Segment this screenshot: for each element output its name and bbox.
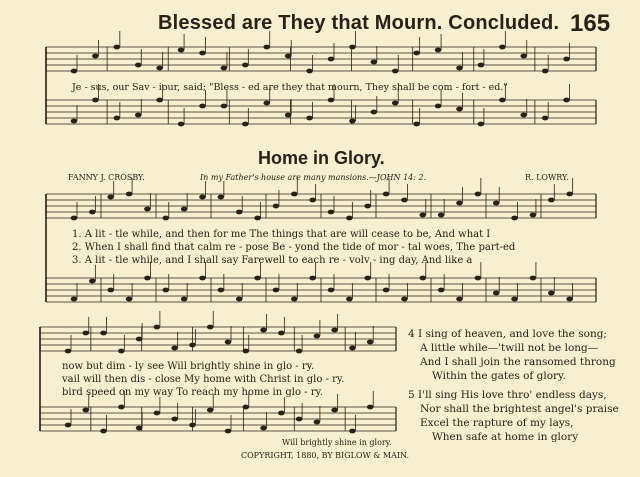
note — [475, 192, 482, 197]
note — [100, 429, 107, 434]
first-hymn-lyric: Je - sus, our Sav - iour, said; "Bless - ed are they that mourn, They shall be com - fort - ed." — [72, 82, 508, 93]
note — [364, 204, 371, 209]
note — [401, 198, 408, 203]
note — [349, 346, 356, 351]
note — [309, 276, 316, 281]
note — [296, 417, 303, 422]
note — [328, 288, 335, 293]
note — [236, 297, 243, 302]
note — [154, 325, 161, 330]
note — [296, 349, 303, 354]
note — [371, 110, 378, 115]
note — [438, 288, 445, 293]
note — [242, 122, 249, 127]
note — [199, 51, 206, 56]
refrain-text: Will brightly shine in glory. — [282, 438, 392, 447]
note — [154, 411, 161, 416]
note — [71, 297, 78, 302]
note — [314, 334, 321, 339]
note — [156, 98, 163, 103]
note — [456, 66, 463, 71]
note — [314, 420, 321, 425]
stanza-5 — [408, 388, 619, 444]
note — [263, 101, 270, 106]
note — [156, 66, 163, 71]
note — [82, 331, 89, 336]
note — [413, 51, 420, 56]
note — [171, 417, 178, 422]
note — [306, 69, 313, 74]
note — [71, 119, 78, 124]
note — [383, 192, 390, 197]
note — [438, 213, 445, 218]
note — [435, 48, 442, 53]
note — [89, 279, 96, 284]
note — [542, 69, 549, 74]
note — [92, 98, 99, 103]
note — [65, 349, 72, 354]
note — [162, 288, 169, 293]
note — [371, 60, 378, 65]
note — [278, 331, 285, 336]
page-title: Blessed are They that Mourn. Concluded. — [158, 12, 560, 34]
note — [511, 216, 518, 221]
stanza-5-line-3: Excel the rapture of my lays, — [420, 417, 574, 429]
note — [349, 45, 356, 50]
note — [71, 69, 78, 74]
note — [499, 98, 506, 103]
note — [118, 349, 125, 354]
note — [82, 408, 89, 413]
note — [260, 328, 267, 333]
note — [263, 45, 270, 50]
note — [364, 276, 371, 281]
note — [218, 195, 225, 200]
note — [107, 288, 114, 293]
note — [493, 201, 500, 206]
note — [273, 288, 280, 293]
note — [254, 276, 261, 281]
note — [65, 423, 72, 428]
stanza-4-line-4: Within the gates of glory. — [432, 370, 566, 382]
note — [563, 98, 570, 103]
stanza-4-number: 4 — [408, 328, 415, 340]
note — [328, 98, 335, 103]
note — [478, 122, 485, 127]
note — [171, 346, 178, 351]
note — [225, 429, 232, 434]
note — [254, 216, 261, 221]
note — [566, 297, 573, 302]
note — [419, 213, 426, 218]
note — [542, 116, 549, 121]
note — [331, 328, 338, 333]
note — [328, 210, 335, 215]
stanza-4 — [408, 327, 616, 383]
note — [92, 54, 99, 59]
note — [135, 113, 142, 118]
note — [566, 192, 573, 197]
hymn-composer: R. LOWRY. — [525, 173, 569, 182]
note — [401, 297, 408, 302]
note — [413, 122, 420, 127]
note — [126, 192, 133, 197]
copyright: COPYRIGHT, 1880, BY BIGLOW & MAIN. — [241, 451, 410, 460]
note — [221, 104, 228, 109]
note — [530, 276, 537, 281]
note — [114, 116, 121, 121]
note — [383, 288, 390, 293]
note — [511, 297, 518, 302]
hymn-author: FANNY J. CROSBY. — [68, 173, 145, 182]
note — [181, 297, 188, 302]
note — [456, 107, 463, 112]
note — [349, 429, 356, 434]
stanza-4-line-1: I sing of heaven, and love the song; — [418, 328, 607, 340]
note — [520, 54, 527, 59]
verse-line-2: 2. When I shall find that calm re - pose Be - yond the tide of mor - tal woes, The part-ed — [72, 242, 516, 253]
verse-line-4: now but dim - ly see Will brightly shine in glo - ry. — [62, 361, 315, 372]
note — [392, 69, 399, 74]
hymn-scripture: In my Father's house are many mansions.—JOHN 14: 2. — [200, 173, 427, 182]
note — [493, 291, 500, 296]
stanza-5-line-4: When safe at home in glory — [432, 431, 579, 443]
note — [118, 405, 125, 410]
note — [456, 201, 463, 206]
note — [199, 195, 206, 200]
note — [548, 198, 555, 203]
note — [392, 101, 399, 106]
verse-line-6: bird speed on my way To reach my home in glo - ry. — [62, 387, 323, 398]
stanza-4-line-3: And I shall join the ransomed throng — [420, 356, 616, 368]
note — [178, 122, 185, 127]
note — [71, 216, 78, 221]
note — [530, 213, 537, 218]
note — [291, 297, 298, 302]
note — [435, 104, 442, 109]
note — [199, 104, 206, 109]
note — [199, 276, 206, 281]
stanza-5-number: 5 — [408, 389, 415, 401]
note — [478, 63, 485, 68]
verse-line-3: 3. A lit - tle while, and I shall say Farewell to each re - volv - ing day, And like a — [72, 255, 473, 266]
note — [367, 340, 374, 345]
note — [456, 297, 463, 302]
hymn-title: Home in Glory. — [258, 148, 385, 168]
note — [331, 408, 338, 413]
verse-line-1: 1. A lit - tle while, and then for me The things that are will cease to be, And what I — [72, 229, 491, 240]
note — [278, 411, 285, 416]
note — [563, 57, 570, 62]
note — [218, 288, 225, 293]
note — [107, 195, 114, 200]
note — [181, 207, 188, 212]
note — [260, 426, 267, 431]
note — [328, 57, 335, 62]
note — [225, 340, 232, 345]
note — [520, 113, 527, 118]
stanza-5-line-1: I'll sing His love thro' endless days, — [418, 389, 607, 401]
note — [475, 276, 482, 281]
note — [114, 45, 121, 50]
note — [144, 207, 151, 212]
note — [162, 216, 169, 221]
note — [126, 297, 133, 302]
note — [236, 210, 243, 215]
note — [499, 45, 506, 50]
note — [349, 119, 356, 124]
note — [135, 63, 142, 68]
stanza-5-line-2: Nor shall the brightest angel's praise — [420, 403, 619, 415]
note — [89, 210, 96, 215]
note — [242, 63, 249, 68]
note — [178, 48, 185, 53]
note — [346, 216, 353, 221]
note — [100, 331, 107, 336]
note — [548, 291, 555, 296]
note — [144, 276, 151, 281]
note — [273, 204, 280, 209]
note — [346, 297, 353, 302]
note — [207, 408, 214, 413]
note — [419, 276, 426, 281]
note — [291, 192, 298, 197]
note — [306, 116, 313, 121]
verse-line-5: vail will then dis - close My home with Christ in glo - ry. — [62, 374, 345, 385]
note — [207, 325, 214, 330]
stanza-4-line-2: A little while—'twill not be long— — [420, 342, 599, 354]
note — [309, 198, 316, 203]
note — [221, 66, 228, 71]
page-number: 165 — [570, 10, 611, 37]
note — [367, 405, 374, 410]
